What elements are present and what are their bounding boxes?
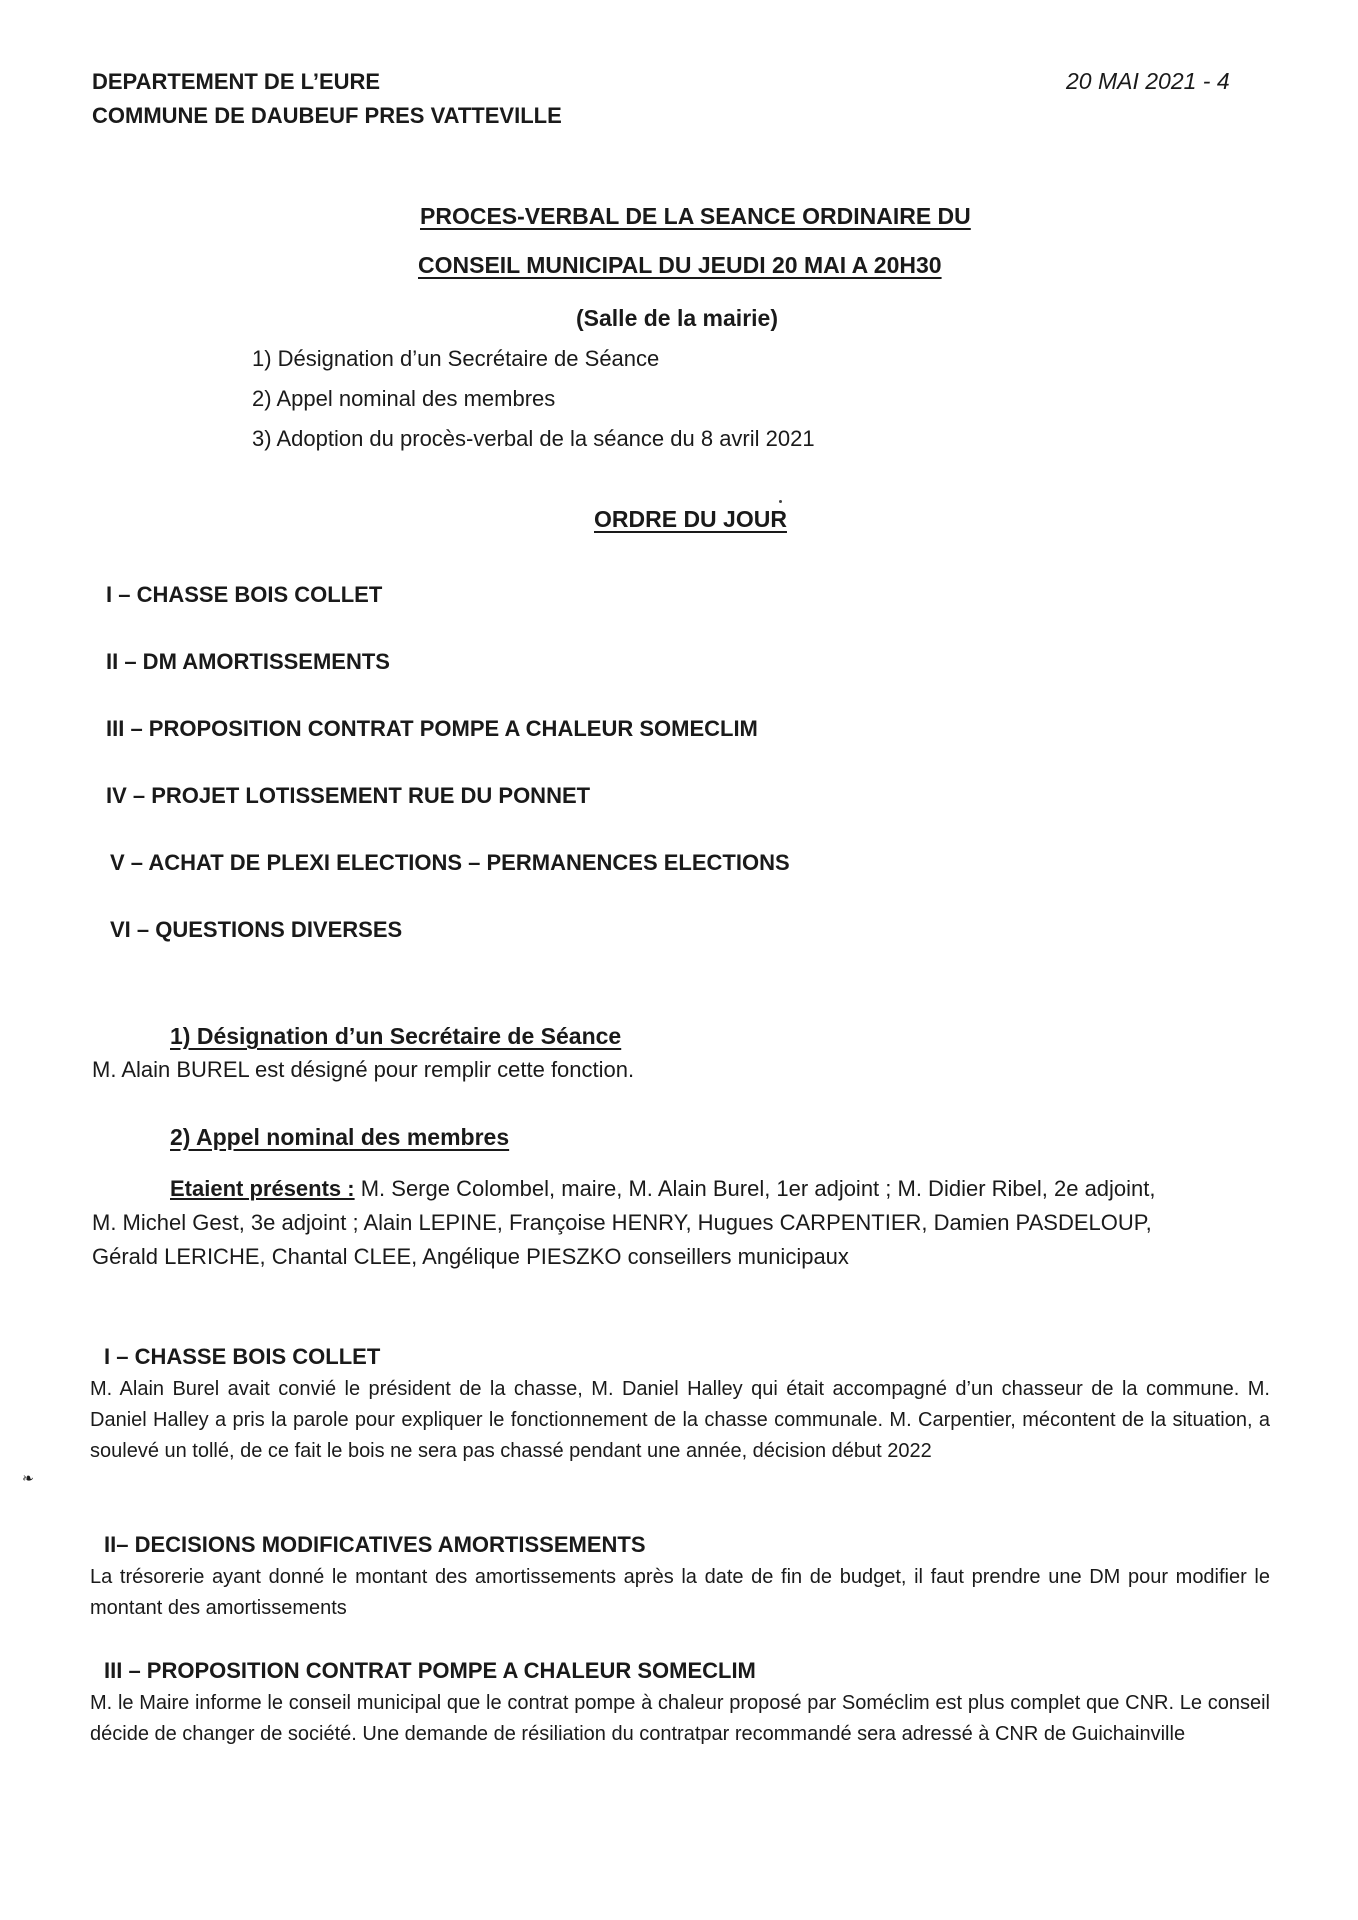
agenda-heading: ORDRE DU JOUR xyxy=(594,506,787,532)
section-3-heading: III – PROPOSITION CONTRAT POMPE A CHALEUR SOMECLIM xyxy=(104,1658,756,1683)
roll-call-line-3: Gérald LERICHE, Chantal CLEE, Angélique PIESZKO conseillers municipaux xyxy=(92,1244,849,1269)
agenda-item-5: V – ACHAT DE PLEXI ELECTIONS – PERMANENCES ELECTIONS xyxy=(110,850,790,875)
meeting-place: (Salle de la mairie) xyxy=(576,305,778,331)
commune-label: COMMUNE DE DAUBEUF PRES VATTEVILLE xyxy=(92,103,562,128)
section-1-heading: I – CHASSE BOIS COLLET xyxy=(104,1344,381,1369)
preliminary-item-3: 3) Adoption du procès-verbal de la séance du 8 avril 2021 xyxy=(252,426,815,451)
preliminary-item-1: 1) Désignation d’un Secrétaire de Séance xyxy=(252,346,660,371)
roll-call-label: Etaient présents : xyxy=(170,1176,355,1201)
agenda-item-3: III – PROPOSITION CONTRAT POMPE A CHALEUR SOMECLIM xyxy=(106,716,758,741)
agenda-item-1: I – CHASSE BOIS COLLET xyxy=(106,582,383,607)
section-3-text: M. le Maire informe le conseil municipal que le contrat pompe à chaleur proposé par Soméclim est plus complet que CNR. Le conseil décide de changer de société. Une demande de résiliation du contratpar recommandé sera adressé à CNR de Guichainville xyxy=(90,1692,1270,1745)
section-1-text: M. Alain Burel avait convié le président de la chasse, M. Daniel Halley qui était accompagné d’un chasseur de la commune. M. Daniel Halley a pris la parole pour expliquer le fonctionnement de la chasse communale. M. Carpentier, mécontent de la situation, a soulevé un tollé, de ce fait le bois ne sera pas chassé pendant une année, décision début 2022 xyxy=(90,1378,1270,1462)
section-2-heading: II– DECISIONS MODIFICATIVES AMORTISSEMENTS xyxy=(104,1532,646,1557)
roll-call-line-2: M. Michel Gest, 3e adjoint ; Alain LEPINE, Françoise HENRY, Hugues CARPENTIER, Damien PASDELOUP, xyxy=(92,1210,1152,1235)
roll-call-heading: 2) Appel nominal des membres xyxy=(170,1124,510,1150)
agenda-item-4: IV – PROJET LOTISSEMENT RUE DU PONNET xyxy=(106,783,591,808)
roll-call-line-1-text: M. Serge Colombel, maire, M. Alain Burel, 1er adjoint ; M. Didier Ribel, 2e adjoint, xyxy=(354,1176,1156,1201)
title-line-1: PROCES-VERBAL DE LA SEANCE ORDINAIRE DU xyxy=(420,203,971,229)
agenda-item-6: VI – QUESTIONS DIVERSES xyxy=(110,917,403,942)
title-line-2: CONSEIL MUNICIPAL DU JEUDI 20 MAI A 20H30 xyxy=(418,252,942,278)
roll-call-line-1 xyxy=(170,1176,1156,1202)
secretary-text: M. Alain BUREL est désigné pour remplir cette fonction. xyxy=(92,1057,635,1082)
scan-mark: ❧ xyxy=(22,1470,34,1486)
preliminary-item-2: 2) Appel nominal des membres xyxy=(252,386,556,411)
secretary-heading: 1) Désignation d’un Secrétaire de Séance xyxy=(170,1023,622,1049)
scan-speck xyxy=(779,500,782,503)
agenda-item-2: II – DM AMORTISSEMENTS xyxy=(106,649,390,674)
date-page-label: 20 MAI 2021 - 4 xyxy=(1066,68,1230,94)
section-2-text: La trésorerie ayant donné le montant des amortissements après la date de fin de budget, il faut prendre une DM pour modifier le montant des amortissements xyxy=(90,1566,1270,1619)
department-label: DEPARTEMENT DE L’EURE xyxy=(92,69,381,94)
